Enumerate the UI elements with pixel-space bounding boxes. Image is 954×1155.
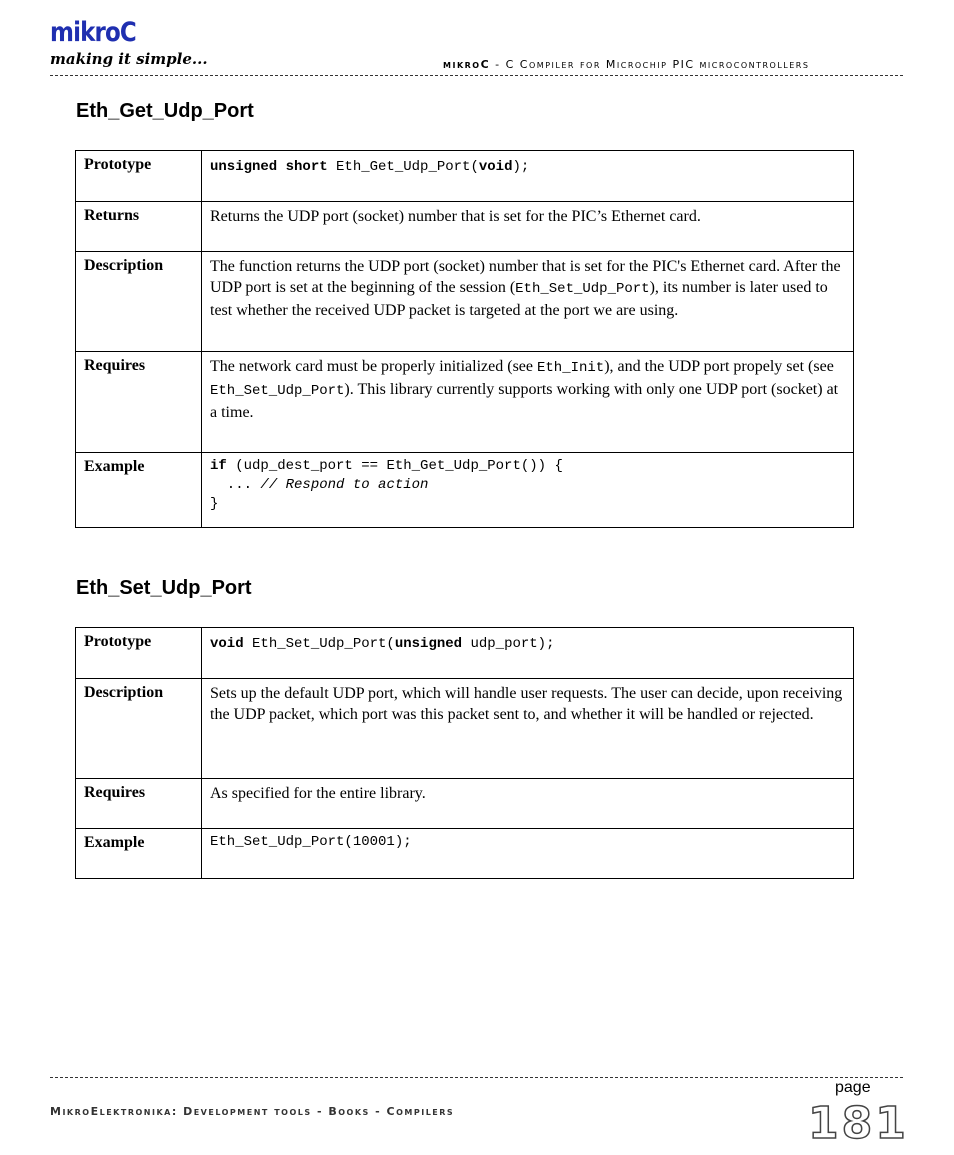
row-label: Prototype bbox=[76, 151, 202, 202]
spec-table-get-udp-port bbox=[75, 150, 854, 528]
code-line: } bbox=[210, 496, 219, 512]
requires-cell bbox=[202, 352, 854, 453]
row-label: Returns bbox=[76, 202, 202, 252]
description-text: ), its number is later used to test whether the received UDP packet is targeted at the port we are using. bbox=[210, 279, 828, 319]
row-description bbox=[76, 252, 854, 352]
code-function: Eth_Get_Udp_Port( bbox=[327, 159, 479, 175]
code-indent: ... bbox=[210, 477, 261, 493]
section-title-set-udp-port: Eth_Set_Udp_Port bbox=[76, 577, 252, 599]
row-label: Requires bbox=[76, 779, 202, 829]
code-function: Eth_Set_Udp_Port( bbox=[243, 636, 395, 652]
row-prototype bbox=[76, 628, 854, 679]
header-divider bbox=[50, 75, 903, 76]
description-cell bbox=[202, 252, 854, 352]
footer-divider bbox=[50, 1077, 903, 1078]
row-description bbox=[76, 679, 854, 779]
logo-text: mikroC bbox=[50, 17, 136, 48]
row-label: Requires bbox=[76, 352, 202, 453]
inline-code: Eth_Set_Udp_Port bbox=[515, 281, 650, 297]
row-label: Description bbox=[76, 252, 202, 352]
example-cell bbox=[202, 453, 854, 528]
header-title-rest: - C Compiler for Microchip PIC microcontrollers bbox=[490, 58, 810, 71]
page-number: 181 bbox=[808, 1098, 909, 1149]
row-label: Example bbox=[76, 453, 202, 528]
row-label: Prototype bbox=[76, 628, 202, 679]
requires-text: As specified for the entire library. bbox=[202, 779, 854, 829]
prototype-code bbox=[210, 159, 529, 175]
inline-code: Eth_Init bbox=[537, 360, 605, 376]
brand-logo bbox=[50, 18, 208, 68]
row-label: Example bbox=[76, 829, 202, 879]
example-code bbox=[210, 457, 845, 514]
code-end: udp_port); bbox=[462, 636, 555, 652]
code-comment: // Respond to action bbox=[260, 477, 429, 493]
row-returns bbox=[76, 202, 854, 252]
row-example bbox=[76, 453, 854, 528]
code-line: (udp_dest_port == Eth_Get_Udp_Port()) { bbox=[226, 458, 563, 474]
requires-text: ). This library currently supports working with only one UDP port (socket) at a time. bbox=[210, 381, 839, 421]
row-requires bbox=[76, 779, 854, 829]
example-code: Eth_Set_Udp_Port(10001); bbox=[210, 834, 412, 850]
requires-text: ), and the UDP port propely set (see bbox=[604, 358, 834, 375]
logo-tagline: making it simple... bbox=[50, 50, 208, 68]
description-text: The function returns the UDP port (socket) number that is set for the PIC's Ethernet card. After the UDP port is set at the beginning of the session ( bbox=[210, 258, 841, 296]
running-header bbox=[443, 58, 809, 71]
code-keyword: if bbox=[210, 458, 227, 474]
code-keyword: unsigned bbox=[394, 636, 463, 652]
prototype-cell bbox=[202, 151, 854, 202]
example-cell bbox=[202, 829, 854, 879]
code-keyword: void bbox=[210, 636, 244, 652]
prototype-cell bbox=[202, 628, 854, 679]
spec-table-set-udp-port bbox=[75, 627, 854, 879]
footer-text: MikroElektronika: Development tools - Books - Compilers bbox=[50, 1105, 455, 1118]
code-keyword: unsigned short bbox=[210, 159, 328, 175]
section-title-get-udp-port: Eth_Get_Udp_Port bbox=[76, 100, 254, 122]
description-text: Sets up the default UDP port, which will handle user requests. The user can decide, upon receiving the UDP packet, which port was this packet sent to, and whether it will be handled or rejected. bbox=[202, 679, 854, 779]
returns-text: Returns the UDP port (socket) number that is set for the PIC’s Ethernet card. bbox=[202, 202, 854, 252]
row-prototype bbox=[76, 151, 854, 202]
inline-code: Eth_Set_Udp_Port bbox=[210, 383, 345, 399]
code-keyword: void bbox=[478, 159, 513, 175]
row-label: Description bbox=[76, 679, 202, 779]
row-example bbox=[76, 829, 854, 879]
code-end: ); bbox=[512, 159, 530, 175]
page-label: page bbox=[835, 1079, 871, 1096]
prototype-code bbox=[210, 636, 554, 652]
row-requires bbox=[76, 352, 854, 453]
requires-text: The network card must be properly initialized (see bbox=[210, 358, 537, 375]
header-brand: mikroC bbox=[443, 58, 491, 71]
